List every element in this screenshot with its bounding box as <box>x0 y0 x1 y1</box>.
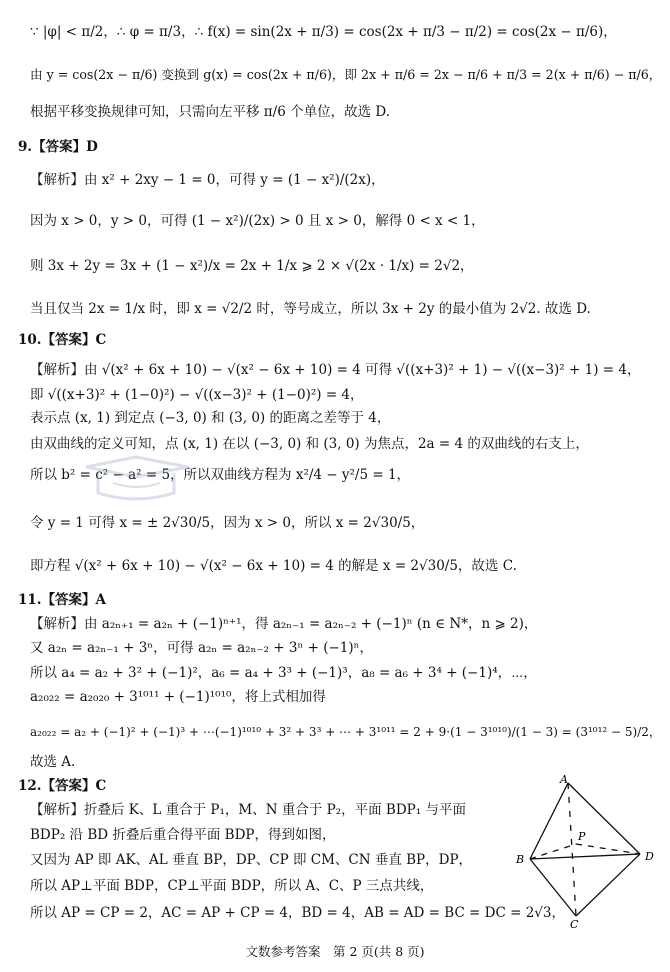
text-line: a₂₀₂₂ = a₂₀₂₀ + 3¹⁰¹¹ + (−1)¹⁰¹⁰，将上式相加得 <box>30 689 326 705</box>
label-P: P <box>578 830 586 843</box>
text-line: 【解析】由 x² + 2xy − 1 = 0，可得 y = (1 − x²)/(2x)， <box>30 172 385 188</box>
text-line: a₂₀₂₂ = a₂ + (−1)² + (−1)³ + ⋯(−1)¹⁰¹⁰ + 3² + 3³ + ⋯ + 3¹⁰¹¹ = 2 + 9·(1 − 3¹⁰¹⁰)/(1 − 3) = (3¹⁰¹² − 5)/2， <box>30 725 661 739</box>
question-9-answer: 9.【答案】D <box>18 139 98 155</box>
text-line: 即 √((x+3)² + (1−0)²) − √((x−3)² + (1−0)²) = 4， <box>30 387 364 403</box>
page-footer: 文数参考答案 第 2 页(共 8 页) <box>245 944 425 959</box>
question-12-answer: 12.【答案】C <box>18 778 107 794</box>
label-A: A <box>560 773 568 786</box>
text-line: 故选 A. <box>30 754 76 770</box>
text-line: BDP₂ 沿 BD 折叠后重合得平面 BDP，得到如图， <box>30 827 336 843</box>
label-D: D <box>645 850 654 863</box>
text-line: 【解析】折叠后 K、L 重合于 P₁，M、N 重合于 P₂，平面 BDP₁ 与平面 <box>30 802 466 818</box>
text-line: ∵ |φ| < π/2，∴ φ = π/3，∴ f(x) = sin(2x + π/3) = cos(2x + π/3 − π/2) = cos(2x − π/6)， <box>30 24 617 40</box>
text-line: 又 a₂ₙ = a₂ₙ₋₁ + 3ⁿ，可得 a₂ₙ = a₂ₙ₋₂ + 3ⁿ + (−1)ⁿ， <box>30 640 373 656</box>
text-line: 因为 x > 0，y > 0，可得 (1 − x²)/(2x) > 0 且 x > 0，解得 0 < x < 1， <box>30 213 485 229</box>
text-line: 由 y = cos(2x − π/6) 变换到 g(x) = cos(2x + π/6)，即 2x + π/6 = 2x − π/6 + π/3 = 2(x + π/6) − π/6， <box>30 67 662 82</box>
label-B: B <box>516 853 525 866</box>
text-line: 所以 AP⊥平面 BDP，CP⊥平面 BDP，所以 A、C、P 三点共线， <box>30 878 434 894</box>
text-line: 令 y = 1 可得 x = ± 2√30/5，因为 x > 0，所以 x = 2√30/5， <box>30 515 425 531</box>
label-C: C <box>570 918 579 931</box>
text-line: 则 3x + 2y = 3x + (1 − x²)/x = 2x + 1/x ⩾ 2 × √(2x · 1/x) = 2√2， <box>30 258 474 274</box>
text-line: 又因为 AP 即 AK、AL 垂直 BP，DP、CP 即 CM、CN 垂直 BP，DP， <box>30 852 473 868</box>
text-line: 当且仅当 2x = 1/x 时，即 x = √2/2 时，等号成立，所以 3x + 2y 的最小值为 2√2. 故选 D. <box>30 301 591 317</box>
text-line: 根据平移变换规律可知，只需向左平移 π/6 个单位，故选 D. <box>30 104 391 120</box>
text-line: 【解析】由 a₂ₙ₊₁ = a₂ₙ + (−1)ⁿ⁺¹，得 a₂ₙ₋₁ = a₂ₙ₋₂ + (−1)ⁿ (n ∈ N*，n ⩾ 2)， <box>30 616 538 632</box>
watermark-logo <box>78 455 196 507</box>
text-line: 即方程 √(x² + 6x + 10) − √(x² − 6x + 10) = 4 的解是 x = 2√30/5，故选 C. <box>30 558 517 574</box>
text-line: 所以 AP = CP = 2，AC = AP + CP = 4，BD = 4，AB = AD = BC = DC = 2√3， <box>30 905 565 921</box>
tetrahedron-figure <box>508 770 660 932</box>
text-line: 表示点 (x, 1) 到定点 (−3, 0) 和 (3, 0) 的距离之差等于 4， <box>30 410 391 426</box>
text-line: 由双曲线的定义可知，点 (x, 1) 在以 (−3, 0) 和 (3, 0) 为焦点，2a = 4 的双曲线的右支上， <box>30 436 589 452</box>
text-line: 所以 a₄ = a₂ + 3² + (−1)²，a₆ = a₄ + 3³ + (−1)³，a₈ = a₆ + 3⁴ + (−1)⁴，⋯， <box>30 665 537 681</box>
text-line: 所以 b² = c² − a² = 5，所以双曲线方程为 x²/4 − y²/5 = 1， <box>30 467 411 483</box>
text-line: 【解析】由 √(x² + 6x + 10) − √(x² − 6x + 10) = 4 可得 √((x+3)² + 1) − √((x−3)² + 1) = 4， <box>30 362 641 378</box>
question-11-answer: 11.【答案】A <box>18 592 106 608</box>
question-10-answer: 10.【答案】C <box>18 332 107 348</box>
